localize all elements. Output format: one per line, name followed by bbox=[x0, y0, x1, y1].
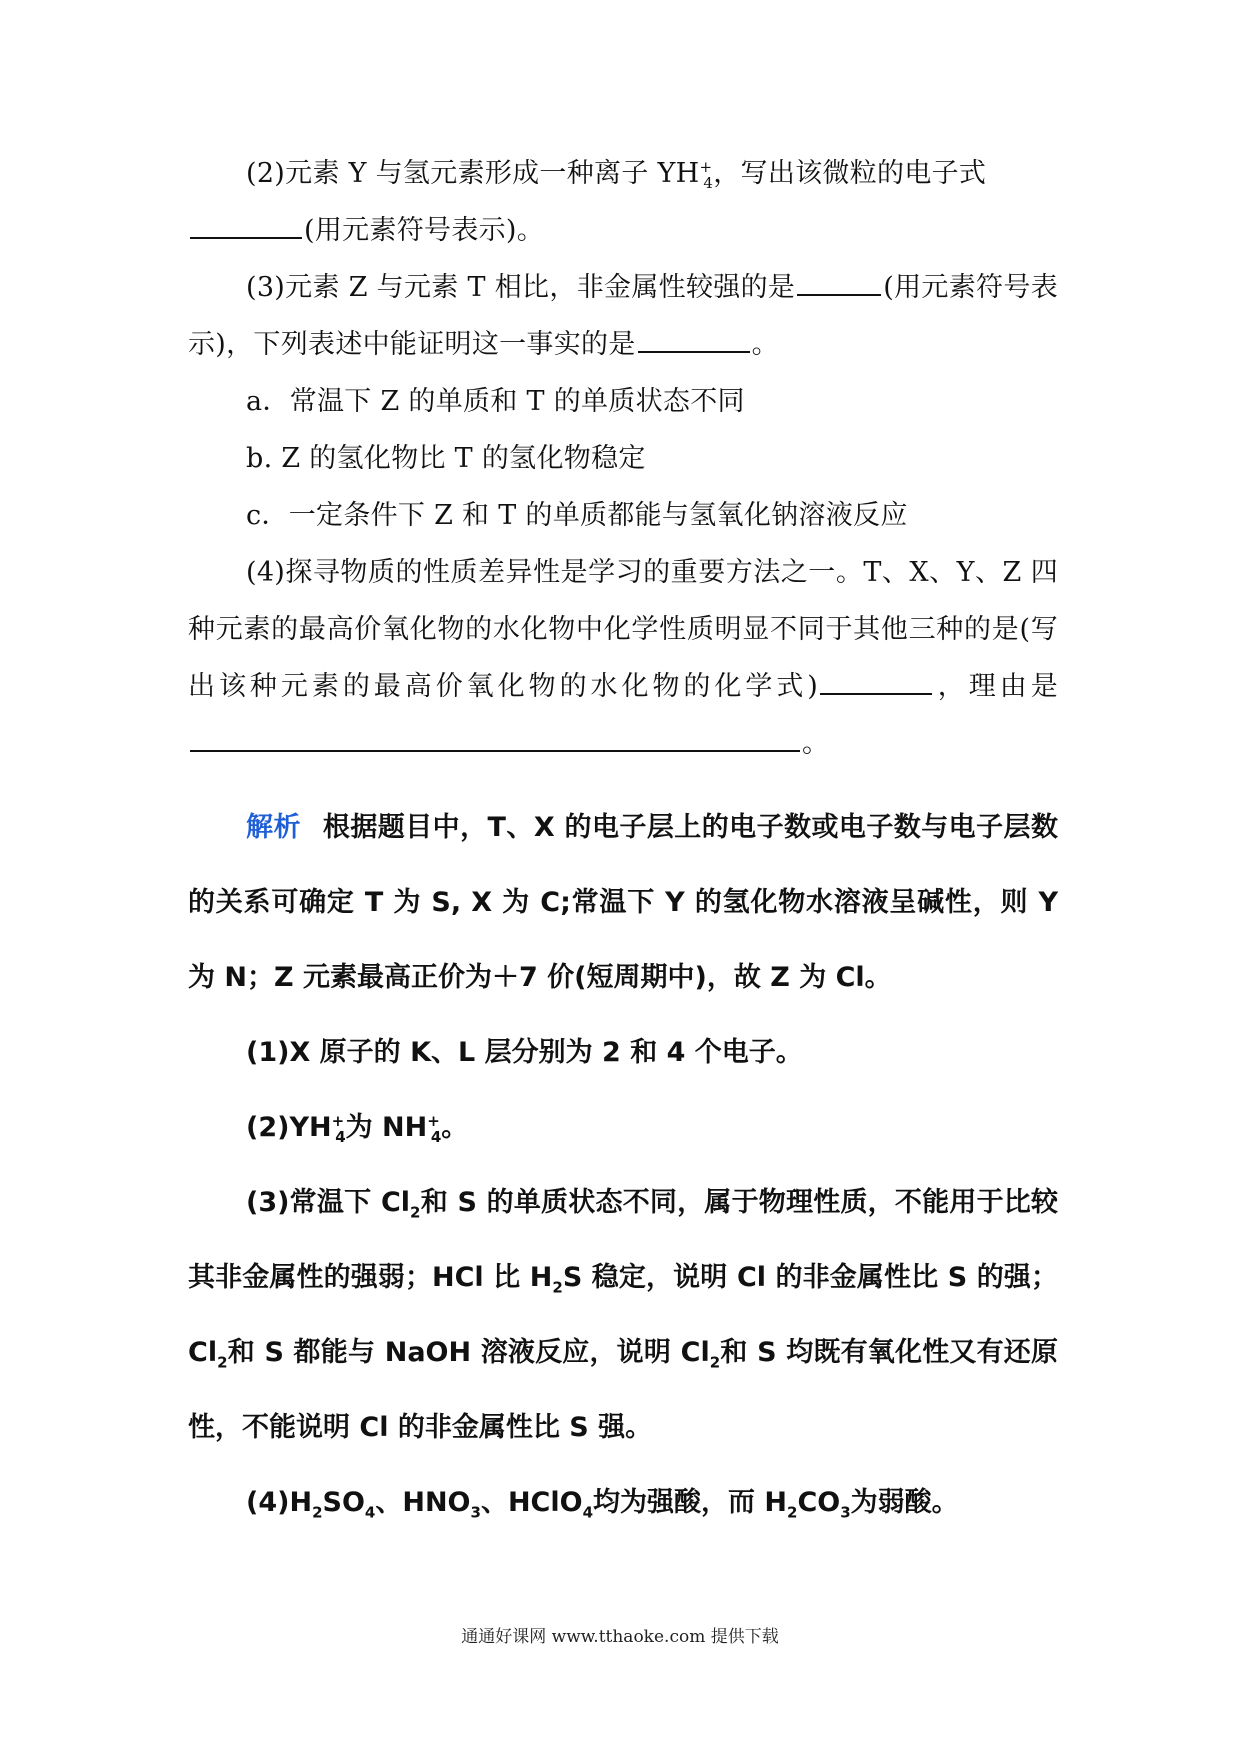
subscript: 2 bbox=[787, 1503, 798, 1522]
question-4-end: 。 bbox=[802, 728, 830, 759]
analysis-text: 、HNO bbox=[375, 1487, 471, 1518]
analysis-point-4 bbox=[188, 1465, 1058, 1540]
question-4-reason: ，理由是 bbox=[934, 671, 1058, 702]
question-2-text: (2)元素 Y 与氢元素形成一种离子 YH bbox=[246, 158, 700, 189]
subscript: 4 bbox=[364, 1503, 376, 1522]
question-3-text: (3)元素 Z 与元素 T 相比，非金属性较强的是 bbox=[246, 272, 796, 303]
subscript: 2 bbox=[709, 1353, 721, 1372]
ion-subscript: 4 bbox=[703, 174, 714, 193]
answer-blank-long[interactable] bbox=[190, 722, 800, 752]
answer-blank[interactable] bbox=[190, 209, 302, 239]
subscript: 3 bbox=[840, 1503, 851, 1522]
analysis-text: S 稳定，说明 Cl 的非金属性比 S 的强；Cl bbox=[188, 1262, 1058, 1368]
option-a: a．常温下 Z 的单质和 T 的单质状态不同 bbox=[246, 386, 745, 417]
analysis-text: 为 NH bbox=[345, 1112, 428, 1143]
analysis-text: (3)常温下 Cl bbox=[246, 1187, 411, 1218]
ion-subscript: 4 bbox=[335, 1128, 346, 1147]
answer-blank[interactable] bbox=[797, 266, 881, 296]
analysis-text: (4)H bbox=[246, 1487, 313, 1518]
subscript: 4 bbox=[582, 1503, 594, 1522]
ion-charge: + bbox=[699, 158, 713, 176]
option-c: c．一定条件下 Z 和 T 的单质都能与氢氧化钠溶液反应 bbox=[246, 500, 908, 531]
question-2 bbox=[188, 145, 1058, 259]
analysis-section bbox=[188, 790, 1058, 1540]
question-3-end: 。 bbox=[751, 329, 779, 360]
question-4 bbox=[188, 544, 1058, 772]
answer-blank[interactable] bbox=[820, 665, 932, 695]
analysis-intro bbox=[188, 790, 1058, 1015]
question-2-text-cont: ，写出该微粒的电子式 bbox=[713, 158, 987, 189]
subscript: 2 bbox=[552, 1278, 563, 1297]
answer-blank[interactable] bbox=[638, 323, 750, 353]
subscript: 2 bbox=[410, 1203, 421, 1222]
analysis-text: (2)YH bbox=[246, 1112, 332, 1143]
analysis-text: 、HClO bbox=[480, 1487, 583, 1518]
ion-charge: + bbox=[427, 1112, 440, 1130]
analysis-text: CO bbox=[797, 1487, 841, 1518]
analysis-point-2 bbox=[188, 1090, 1058, 1165]
subscript: 2 bbox=[217, 1353, 228, 1372]
page-footer: 通通好课网 www.tthaoke.com 提供下载 bbox=[461, 1627, 779, 1647]
question-3-text-cont: (用元素符号表示)，下列表述中能证明这一事实的是 bbox=[188, 272, 1058, 360]
ion-subscript: 4 bbox=[430, 1128, 442, 1147]
analysis-text: 为弱酸。 bbox=[850, 1487, 959, 1518]
analysis-text: 。 bbox=[441, 1112, 469, 1143]
analysis-label: 解析 bbox=[246, 812, 301, 843]
subscript: 2 bbox=[312, 1503, 323, 1522]
analysis-point-3 bbox=[188, 1165, 1058, 1465]
analysis-intro-text: 根据题目中，T、X 的电子层上的电子数或电子数与电子层数的关系可确定 T 为 S, X 为 C;常温下 Y 的氢化物水溶液呈碱性，则 Y 为 N；Z 元素最高正价为＋7 价(短周期中)，故 Z 为 Cl。 bbox=[188, 812, 1059, 993]
analysis-point-1: (1)X 原子的 K、L 层分别为 2 和 4 个电子。 bbox=[246, 1037, 803, 1068]
question-2-note: (用元素符号表示)。 bbox=[304, 215, 545, 246]
analysis-text: 均为强酸，而 H bbox=[593, 1487, 788, 1518]
content-area bbox=[188, 145, 1058, 1540]
analysis-text: 和 S 都能与 NaOH 溶液反应，说明 Cl bbox=[227, 1337, 710, 1368]
option-b: b. Z 的氢化物比 T 的氢化物稳定 bbox=[246, 443, 646, 474]
question-3 bbox=[188, 259, 1058, 373]
ion-charge: + bbox=[331, 1112, 345, 1130]
subscript: 3 bbox=[470, 1503, 481, 1522]
analysis-text: 和 S 均既有氧化性又有还原性，不能说明 Cl 的非金属性比 S 强。 bbox=[188, 1337, 1058, 1443]
analysis-text: SO bbox=[322, 1487, 365, 1518]
analysis-text: 和 S 的单质状态不同，属于物理性质，不能用于比较其非金属性的强弱；HCl 比 H bbox=[188, 1187, 1059, 1293]
question-4-text: (4)探寻物质的性质差异性是学习的重要方法之一。T、X、Y、Z 四种元素的最高价氧化物的水化物中化学性质明显不同于其他三种的是(写出该种元素的最高价氧化物的水化物的化学式) bbox=[188, 557, 1058, 702]
